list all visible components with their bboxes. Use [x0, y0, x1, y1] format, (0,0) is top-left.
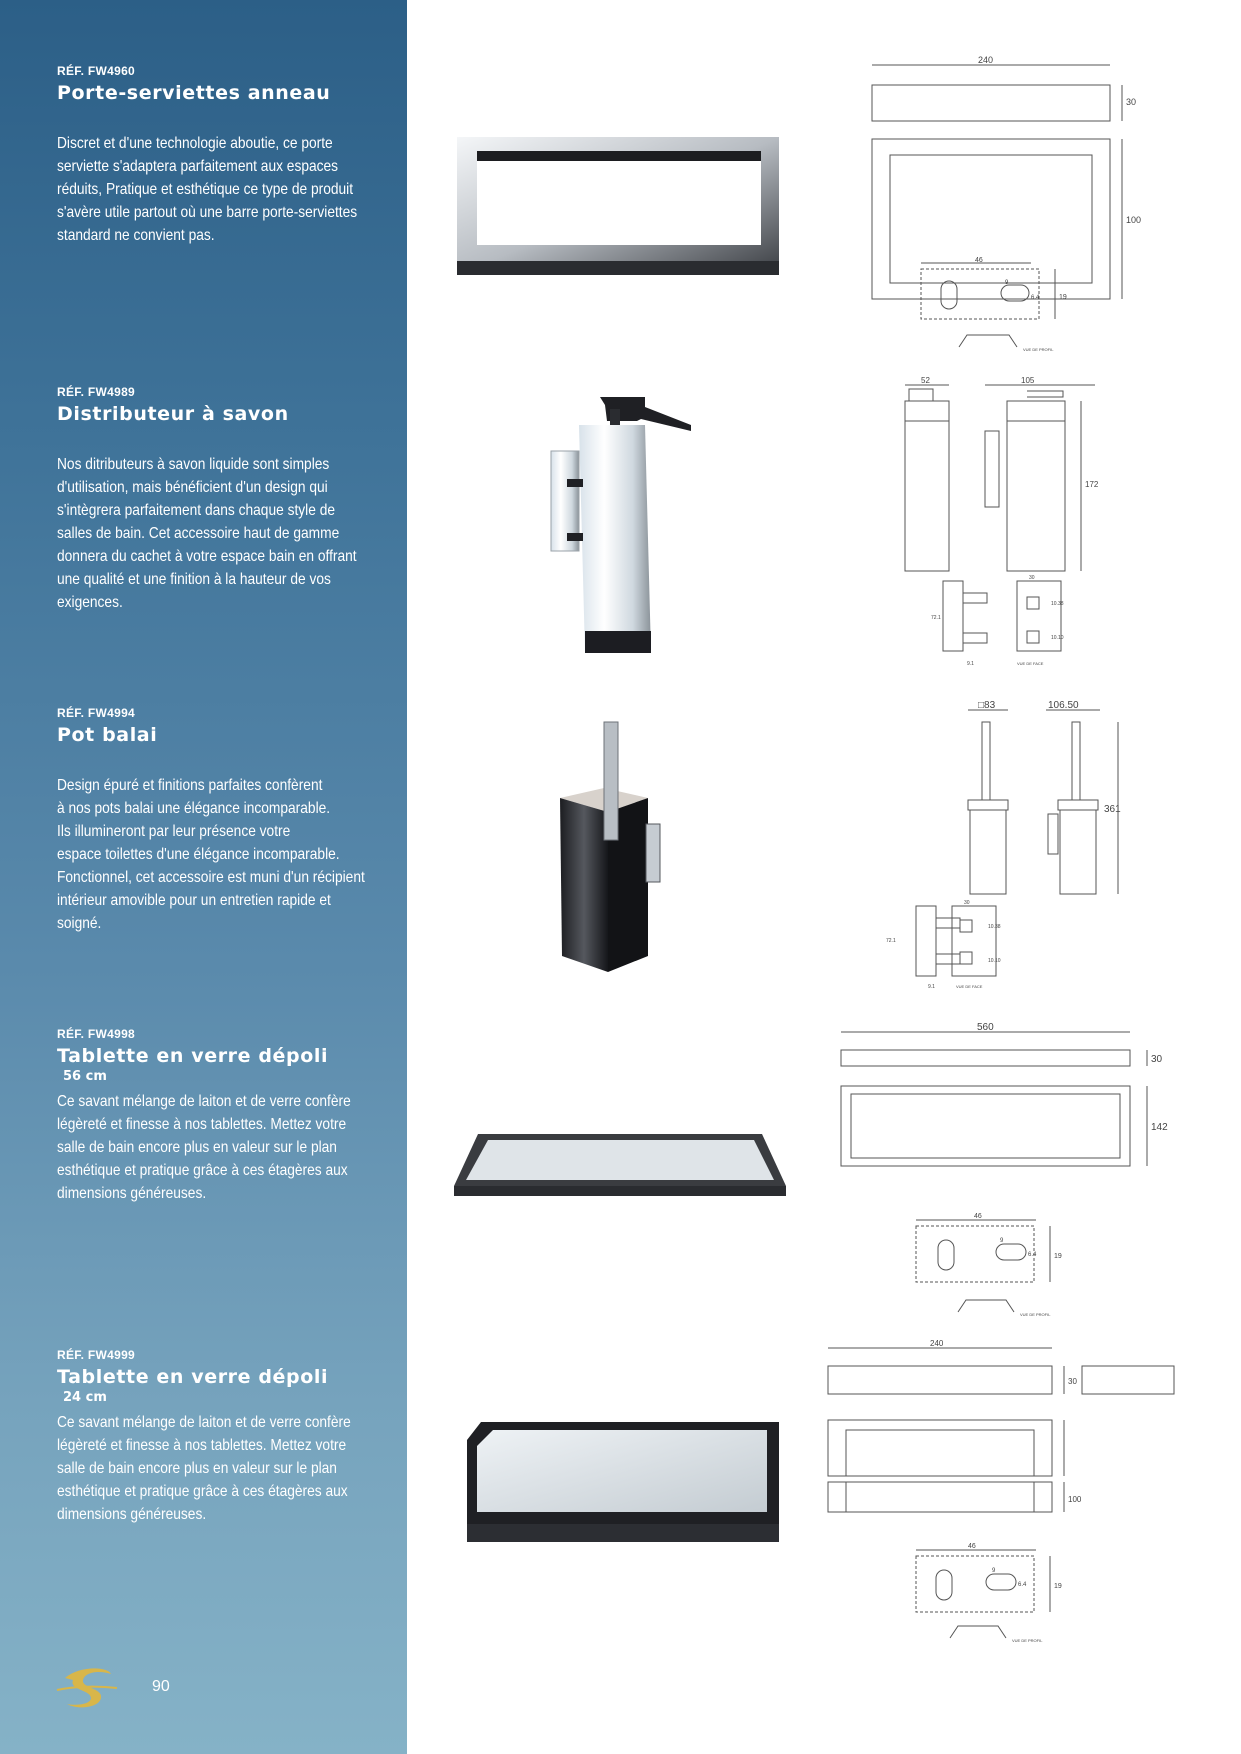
- product-title: Tablette en verre dépoli: [57, 1045, 329, 1067]
- product-title: Tablette en verre dépoli: [57, 1366, 329, 1388]
- toilet-brush-photo: [552, 720, 682, 975]
- product-description: Ce savant mélange de laiton et de verre confère légèreté et finesse à nos tablettes. Mettez votre salle de bain encore plus en valeur sur le plan esthétique et pratique grâce à ces étagères aux dimensions généreuses.: [57, 1414, 351, 1523]
- product-description: Nos ditributeurs à savon liquide sont simples d'utilisation, mais bénéficient d'un design qui s'intègrera parfaitement dans chaque style de salles de bain. Cet accessoire haut de gamme donnera du cachet à votre espace bain en offrant une qualité et une finition à la hauteur de vos exigences.: [57, 456, 357, 611]
- page-number: 90: [152, 1678, 170, 1695]
- product-fw4999: [57, 1348, 397, 1526]
- product-fw4960: [57, 64, 397, 247]
- product-ref: RÉF. FW4989: [57, 385, 136, 399]
- base-label: 9.1: [967, 661, 974, 667]
- product-ref: RÉF. FW4960: [57, 64, 136, 78]
- hole-a-label: 10.38: [1051, 601, 1064, 607]
- slot-label: 9: [1000, 1238, 1004, 1244]
- dim-width-label: 560: [977, 1022, 994, 1033]
- base-label: 9.1: [928, 984, 935, 990]
- technical-drawing-fw4994: [860, 696, 1120, 996]
- dim-width-label: 240: [978, 55, 994, 65]
- soap-dispenser-photo: [545, 395, 695, 655]
- technical-drawing-fw4999: [820, 1340, 1180, 1480]
- product-fw4989: [57, 385, 397, 614]
- bracket-drawing-fw4960: [905, 255, 1095, 355]
- dim-front-width-label: 52: [921, 376, 930, 385]
- dim-height-label: 172: [1085, 480, 1099, 489]
- hole-b-label: 10.10: [988, 958, 1001, 964]
- product-ref: RÉF. FW4999: [57, 1348, 136, 1362]
- hole-b-label: 10.10: [1051, 635, 1064, 641]
- plate-width-label: 30: [1029, 575, 1035, 581]
- dim-front-width-label: □83: [978, 700, 996, 711]
- product-title: Distributeur à savon: [57, 403, 289, 425]
- bracket-width-label: 46: [968, 1543, 976, 1550]
- bracket-drawing-fw4999: [900, 1540, 1090, 1645]
- dim-height-label: 100: [1126, 215, 1142, 225]
- dim-height-label: 100: [1068, 1495, 1082, 1504]
- view-label: VUE DE PROFIL: [1023, 347, 1054, 352]
- bracket-height-label: 19: [1059, 294, 1067, 301]
- slot-height-label: 6.4: [1031, 295, 1040, 301]
- product-description: Ce savant mélange de laiton et de verre confère légèreté et finesse à nos tablettes. Mettez votre salle de bain encore plus en valeur sur le plan esthétique et pratique grâce à ces étagères aux dimensions généreuses.: [57, 1093, 351, 1202]
- plate-width-label: 30: [964, 900, 970, 906]
- dim-depth-label: 30: [1126, 97, 1137, 107]
- dim-height-label: 142: [1151, 1122, 1168, 1133]
- view-label: VUE DE FACE: [956, 984, 983, 989]
- slot-label: 9: [1005, 280, 1009, 286]
- product-title: Pot balai: [57, 724, 158, 746]
- technical-drawing-fw4989: [895, 375, 1115, 675]
- slot-height-label: 6.4: [1028, 1252, 1037, 1258]
- view-label: VUE DE PROFIL: [1020, 1312, 1051, 1317]
- bracket-width-label: 46: [975, 257, 983, 264]
- plate-height-label: 72.1: [886, 938, 896, 944]
- product-size: 56 cm: [63, 1069, 107, 1084]
- product-description: Design épuré et finitions parfaites confèrent à nos pots balai une élégance incomparable. Ils illumineront par leur présence votre espace toilettes d'une élégance incomparable. Fonctionnel, cet accessoire est muni d'un récipient intérieur amovible pour un entretien rapide et soigné.: [57, 777, 365, 932]
- dim-height-label: 361: [1104, 804, 1121, 815]
- bracket-height-label: 19: [1054, 1253, 1062, 1260]
- view-label: VUE DE FACE: [1017, 661, 1044, 666]
- slot-height-label: 6.4: [1018, 1582, 1027, 1588]
- towel-ring-photo: [453, 133, 783, 278]
- glass-shelf-56-photo: [450, 1130, 790, 1200]
- dim-depth-label: 30: [1151, 1054, 1163, 1065]
- brand-logo-icon: [55, 1664, 119, 1712]
- technical-drawing-fw4998: [835, 1020, 1168, 1170]
- bracket-drawing-fw4998: [900, 1210, 1090, 1320]
- product-size: 24 cm: [63, 1390, 107, 1405]
- slot-label: 9: [992, 1568, 996, 1574]
- view-label: VUE DE PROFIL: [1012, 1638, 1043, 1643]
- product-fw4998: [57, 1027, 397, 1205]
- dim-depth-label: 30: [1068, 1377, 1077, 1386]
- dim-width-label: 240: [930, 1339, 944, 1348]
- product-title: Porte-serviettes anneau: [57, 82, 331, 104]
- hole-a-label: 10.38: [988, 924, 1001, 930]
- bracket-width-label: 46: [974, 1213, 982, 1220]
- product-fw4994: [57, 706, 397, 935]
- plate-height-label: 72.1: [931, 615, 941, 621]
- glass-shelf-24-photo: [463, 1420, 781, 1545]
- product-ref: RÉF. FW4998: [57, 1027, 136, 1041]
- dim-side-width-label: 106.50: [1048, 700, 1079, 711]
- dim-side-width-label: 105: [1021, 376, 1035, 385]
- bracket-height-label: 19: [1054, 1583, 1062, 1590]
- product-ref: RÉF. FW4994: [57, 706, 136, 720]
- product-description: Discret et d'une technologie aboutie, ce porte serviette s'adaptera parfaitement aux espaces réduits, Pratique et esthétique ce type de produit s'avère utile partout où une barre porte-serviettes standard ne convient pas.: [57, 135, 358, 244]
